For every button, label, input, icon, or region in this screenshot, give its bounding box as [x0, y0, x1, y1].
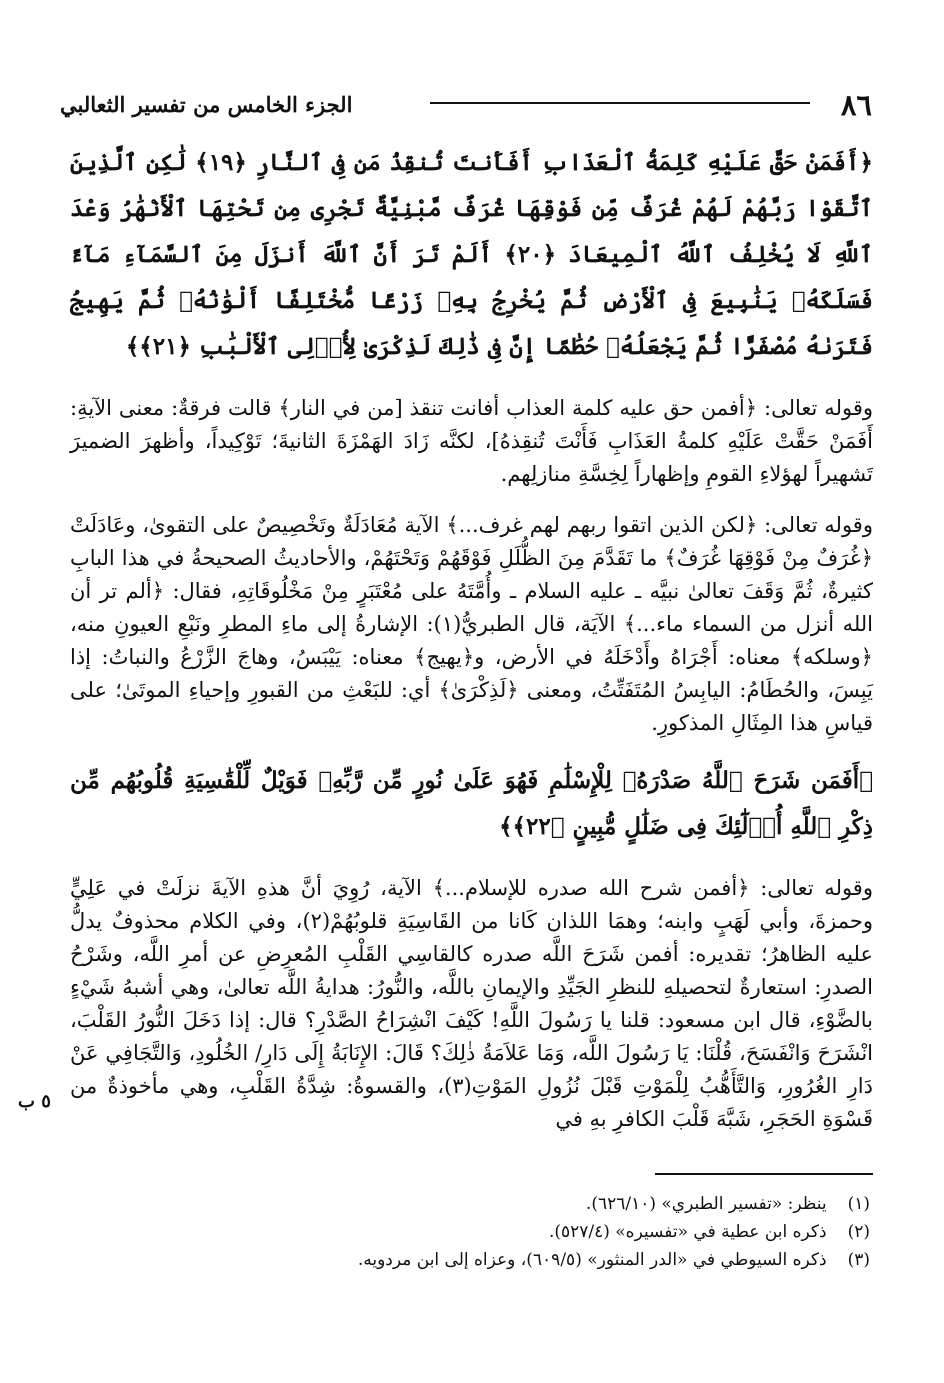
header-rule	[430, 102, 810, 104]
footnote-text: ذكره ابن عطية في «تفسيره» (٥٢٧/٤).	[548, 1222, 827, 1242]
footnote-separator	[655, 1173, 873, 1175]
quran-verse-block: ﴿أَفَمَن شَرَحَ ٱللَّهُ صَدْرَهُۥ لِلْإِسْلَٰمِ فَهُوَ عَلَىٰ نُورٍ مِّن رَّبِّهِۦ فَوَيْلٌ لِّلْقَٰسِيَةِ قُلُوبُهُم مِّن ذِكْرِ ٱللَّهِ أُو۟لَٰٓئِكَ فِى ضَلَٰلٍ مُّبِينٍ ﴿٢٢﴾﴾	[70, 767, 873, 840]
page-body	[70, 140, 873, 1154]
footnote-number: (٢)	[847, 1222, 870, 1242]
footnote-text: ذكره السيوطي في «الدر المنثور» (٦٠٩/٥)، وعزاه إلى ابن مردويه.	[357, 1250, 827, 1270]
manuscript-folio-marker: ٥ ب	[18, 1091, 51, 1112]
footnotes	[70, 1190, 870, 1274]
running-title: الجزء الخامس من تفسير الثعالبي	[60, 92, 353, 117]
footnote	[70, 1190, 870, 1218]
footnote	[70, 1246, 870, 1274]
quran-verse-block: ﴿أَفَمَنْ حَقَّ عَلَيْهِ كَلِمَةُ ٱلْعَذَابِ أَفَأَنتَ تُنقِذُ مَن فِى ٱلنَّارِ ﴿١٩﴾ لَٰكِنِ ٱلَّذِينَ ٱتَّقَوْا رَبَّهُمْ لَهُمْ غُرَفٌ مِّن فَوْقِهَا غُرَفٌ مَّبْنِيَّةٌ تَجْرِى مِن تَحْتِهَا ٱلْأَنْهَٰرُ وَعْدَ ٱللَّهِ لَا يُخْلِفُ ٱللَّهُ ٱلْمِيعَادَ ﴿٢٠﴾ أَلَمْ تَرَ أَنَّ ٱللَّهَ أَنزَلَ مِنَ ٱلسَّمَآءِ مَآءً فَسَلَكَهُۥ يَنَٰبِيعَ فِى ٱلْأَرْضِ ثُمَّ يُخْرِجُ بِهِۦ زَرْعًا مُّخْتَلِفًا أَلْوَٰنُهُۥ ثُمَّ يَهِيجُ فَتَرَىٰهُ مُصْفَرًّا ثُمَّ يَجْعَلُهُۥ حُطَٰمًا إِنَّ فِى ذَٰلِكَ لَذِكْرَىٰ لِأُو۟لِى ٱلْأَلْبَٰبِ ﴿٢١﴾﴾	[70, 149, 873, 360]
footnote-number: (١)	[847, 1194, 870, 1214]
commentary-paragraph: وقوله تعالى: ﴿أفمن حق عليه كلمة العذاب أفانت تنقذ [من في النار﴾ قالت فرقةٌ: معنى الآيةِ: أَفَمَنْ حَقَّتْ عَلَيْهِ كلمةُ العَذَابِ فَأَنْتَ تُنقِذهُ]، لكنَّه زَادَ الهَمْزَةَ الثانيةَ؛ تَوْكِيداً، وأظهرَ الضميرَ تَشهيراً لهؤلاءِ القومِ وإظهاراً لِخِسَّةِ منازلِهم.	[70, 396, 873, 486]
page-header	[60, 88, 872, 128]
page-number: ٨٦	[840, 88, 872, 122]
footnote	[70, 1218, 870, 1246]
commentary-paragraph: وقوله تعالى: ﴿أفمن شرح الله صدره للإسلام...﴾ الآية، رُوِيَ أنَّ هذهِ الآيةَ نزلَتْ في عَلِيٍّ وحمزةَ، وأبي لَهَبٍ وابنه؛ وهمَا اللذان كَانا من القَاسِيَةِ قلوبُهُمْ(٢)، وفي الكلام محذوفٌ يدلُّ عليه الظاهرُ؛ تقديره: أفمن شَرَحَ اللَّه صدره كالقاسِي القَلْبِ المُعرِضِ عن أمرِ اللَّه، وشَرْحُ الصدرِ: استعارةٌ لتحصيلهِ للنظرِ الجَيِّدِ والإيمانِ باللَّه، والنُّورُ: هدايةُ اللَّه تعالىٰ، وهي أشبهُ شَيْءٍ بالضَّوْءِ، قال ابن مسعود: قلنا يا رَسُولَ اللَّهِ! كَيْفَ انْشِرَاحُ الصَّدْرِ؟ قال: إذا دَخَلَ النُّورُ القَلْبَ، انْشَرَحَ وَانْفَسَحَ، قُلْنَا: يَا رَسُولَ اللَّه، وَمَا عَلاَمَةُ ذٰلِكَ؟ قَالَ: الإِنَابَةُ إِلَى دَارِ/ الخُلُودِ، وَالتَّجَافِي عَنْ دَارِ الغُرُورِ، وَالتَّأَهُّبُ لِلْمَوْتِ قَبْلَ نُزُولِ المَوْتِ(٣)، والقسوةُ: شِدَّةُ القَلْبِ، وهي مأخوذةٌ من قَسْوَةِ الحَجَرِ، شَبَّهَ قَلْبَ الكافرِ بهِ في	[70, 876, 873, 1131]
footnote-number: (٣)	[847, 1250, 870, 1270]
footnote-text: ينظر: «تفسير الطبري» (٦٢٦/١٠).	[585, 1194, 827, 1214]
commentary-paragraph: وقوله تعالى: ﴿لكن الذين اتقوا ربهم لهم غرف...﴾ الآية مُعَادَلَةٌ وتَخْصِيصٌ على التقوىٰ، وعَادَلَتْ ﴿غُرَفٌ مِنْ فَوْقِهَا غُرَفٌ﴾ ما تَقَدَّمَ مِنَ الظُّلَلِ فَوْقَهُمْ وَتَحْتَهُمْ، والأحاديثُ الصحيحةُ في هذا البابِ كثيرةٌ، ثُمَّ وَقَفَ تعالىٰ نبيَّه ـ عليه السلام ـ وأُمَّتَهُ على مُعْتَبَرٍ مِنْ مَخْلُوقَاتِهِ، فقال: ﴿ألم تر أن الله أنزل من السماء ماء...﴾ الآيَة، قال الطبريُّ(١): الإشارةُ إلى ماءِ المطرِ ونَبْعِ العيونِ منه، ﴿وسلكه﴾ معناه: أَجْرَاهُ وأَدْخَلَهُ في الأرض، و﴿يهيج﴾ معناه: يَيْبَسُ، وهاجَ الزَّرْعُ والنباتُ: إذا يَبِسَ، والحُطَامُ: اليابِسُ المُتَفَتِّتُ، ومعنى ﴿لَذِكْرَىٰ﴾ أي: للبَعْثِ من القبورِ وإحياءِ الموتَىٰ؛ على قياسِ هذا المِثَالِ المذكورِ.	[70, 513, 874, 735]
